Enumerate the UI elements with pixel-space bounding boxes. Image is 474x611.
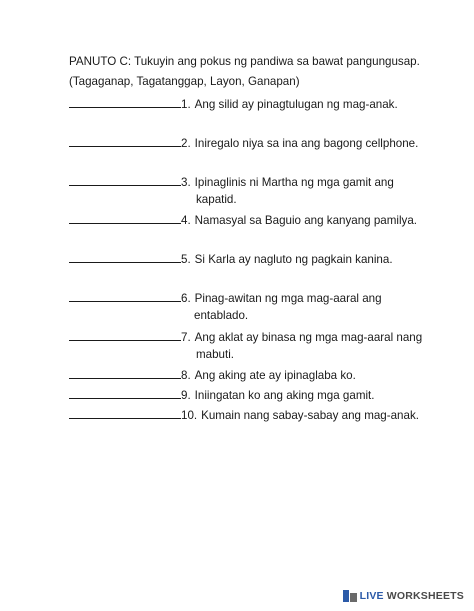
question-text: Iniingatan ko ang aking mga gamit. [194, 389, 375, 402]
question-text: Si Karla ay nagluto ng pagkain kanina. [194, 253, 393, 266]
question-number: 5. [181, 253, 191, 266]
question-number: 3. [181, 176, 191, 189]
question-number: 10. [181, 409, 198, 422]
question-text: Pinag-awitan ng mga mag-aaral ang [194, 292, 382, 305]
question-number: 2. [181, 137, 191, 150]
question-row-6 [69, 290, 382, 306]
question-text: Ipinaglinis ni Martha ng mga gamit ang [194, 176, 394, 189]
question-row-8 [69, 367, 356, 383]
question-text: Ang silid ay pinagtulugan ng mag-anak. [194, 98, 398, 111]
question-row-4 [69, 212, 417, 228]
question-text: Namasyal sa Baguio ang kanyang pamilya. [194, 214, 418, 227]
answer-blank-6[interactable] [69, 290, 181, 302]
question-text: Ang aklat ay binasa ng mga mag-aaral nang [194, 331, 423, 344]
question-row-5 [69, 251, 393, 267]
question-text: Ang aking ate ay ipinaglaba ko. [194, 369, 356, 382]
question-number: 9. [181, 389, 191, 402]
answer-blank-1[interactable] [69, 96, 181, 108]
question-row-2 [69, 135, 418, 151]
answer-blank-9[interactable] [69, 387, 181, 399]
answer-blank-2[interactable] [69, 135, 181, 147]
question-number: 8. [181, 369, 191, 382]
answer-blank-10[interactable] [69, 407, 181, 419]
answer-blank-7[interactable] [69, 329, 181, 341]
answer-blank-4[interactable] [69, 212, 181, 224]
question-row-9 [69, 387, 375, 403]
answer-blank-3[interactable] [69, 174, 181, 186]
question-text: Kumain nang sabay-sabay ang mag-anak. [201, 409, 419, 422]
answer-blank-8[interactable] [69, 367, 181, 379]
liveworksheets-logo-icon [343, 590, 357, 602]
question-number: 6. [181, 292, 191, 305]
liveworksheets-logo[interactable] [343, 590, 464, 602]
question-3-continuation: kapatid. [196, 193, 237, 206]
question-6-continuation: entablado. [194, 309, 249, 322]
question-7-continuation: mabuti. [196, 348, 235, 361]
question-number: 7. [181, 331, 191, 344]
instructions-line-1: PANUTO C: Tukuyin ang pokus ng pandiwa sa bawat pangungusap. [69, 55, 420, 68]
question-number: 1. [181, 98, 191, 111]
logo-suffix: WORKSHEETS [386, 590, 464, 602]
question-number: 4. [181, 214, 191, 227]
question-row-7 [69, 329, 422, 345]
instructions-line-2: (Tagaganap, Tagatanggap, Layon, Ganapan) [69, 75, 300, 88]
answer-blank-5[interactable] [69, 251, 181, 263]
logo-prefix: LIVE [359, 590, 384, 602]
question-row-3 [69, 174, 394, 190]
question-row-10 [69, 407, 419, 423]
question-row-1 [69, 96, 398, 112]
question-text: Iniregalo niya sa ina ang bagong cellphone. [194, 137, 419, 150]
